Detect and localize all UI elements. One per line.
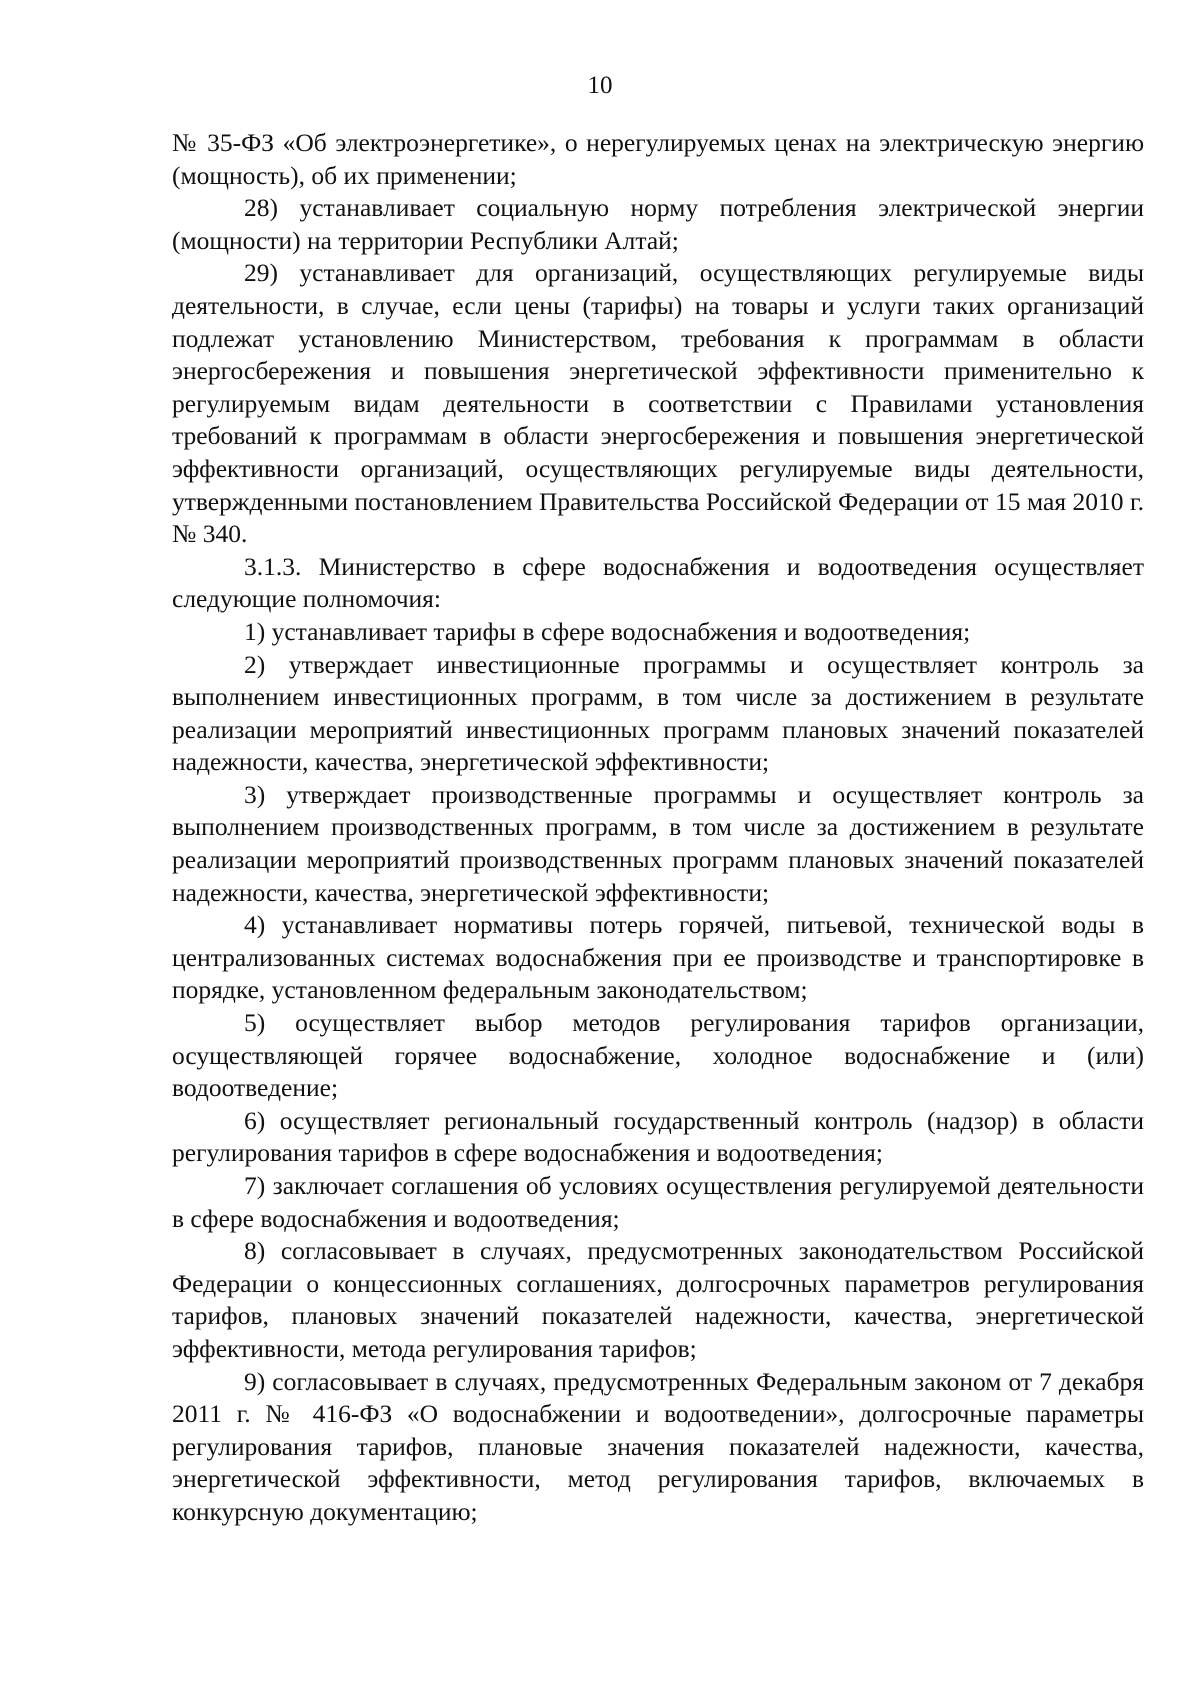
paragraph-item-29: 29) устанавливает для организаций, осуществляющих регулируемые виды деятельности, в случае, если цены (тарифы) на товары и услуги таких организаций подлежат установлению Министерством, требования к программам в области энергосбережения и повышения энергетической эффективности применительно к регулируемым видам деятельности в соответствии с Правилами установления требований к программам в области энергосбережения и повышения энергетической эффективности организаций, осуществляющих регулируемые виды деятельности, утвержденными постановлением Правительства Российской Федерации от 15 мая 2010 г. № 340. <box>172 258 1144 549</box>
paragraph-item-2: 2) утверждает инвестиционные программы и осуществляет контроль за выполнением инвестиционных программ, в том числе за достижением в результате реализации мероприятий инвестиционных программ плановых значений показателей надежности, качества, энергетической эффективности; <box>172 649 1144 777</box>
paragraph-item-7: 7) заключает соглашения об условиях осуществления регулируемой деятельности в сфере водоснабжения и водоотведения; <box>172 1171 1144 1233</box>
paragraph-item-6: 6) осуществляет региональный государственный контроль (надзор) в области регулирования тарифов в сфере водоснабжения и водоотведения; <box>172 1105 1144 1168</box>
paragraph-item-28: 28) устанавливает социальную норму потребления электрической энергии (мощности) на территории Республики Алтай; <box>172 193 1144 255</box>
section-heading-3-1-3: 3.1.3. Министерство в сфере водоснабжения и водоотведения осуществляет следующие полномочия: <box>172 551 1144 614</box>
paragraph-item-4: 4) устанавливает нормативы потерь горячей, питьевой, технической воды в централизованных системах водоснабжения при ее производстве и транспортировке в порядке, установленном федеральным законодательством; <box>172 910 1144 1005</box>
document-body <box>172 127 1144 1529</box>
paragraph-item-9: 9) согласовывает в случаях, предусмотренных Федеральным законом от 7 декабря 2011 г. № 416-ФЗ «О водоснабжении и водоотведении», долгосрочные параметры регулирования тарифов, плановые значения показателей надежности, качества, энергетической эффективности, метод регулирования тарифов, включаемых в конкурсную документацию; <box>172 1366 1144 1526</box>
paragraph-continuation: № 35-ФЗ «Об электроэнергетике», о нерегулируемых ценах на электрическую энергию (мощность), об их применении; <box>172 128 1144 190</box>
paragraph-item-5: 5) осуществляет выбор методов регулирования тарифов организации, осуществляющей горячее водоснабжение, холодное водоснабжение и (или) водоотведение; <box>172 1008 1144 1103</box>
paragraph-item-8: 8) согласовывает в случаях, предусмотренных законодательством Российской Федерации о концессионных соглашениях, долгосрочных параметров регулирования тарифов, плановых значений показателей надежности, качества, энергетической эффективности, метода регулирования тарифов; <box>172 1236 1144 1363</box>
paragraph-item-1: 1) устанавливает тарифы в сфере водоснабжения и водоотведения; <box>244 616 971 646</box>
page-number: 10 <box>587 72 613 99</box>
paragraph-item-3: 3) утверждает производственные программы и осуществляет контроль за выполнением производственных программ, в том числе за достижением в результате реализации мероприятий производственных программ плановых значений показателей надежности, качества, энергетической эффективности; <box>172 779 1144 907</box>
